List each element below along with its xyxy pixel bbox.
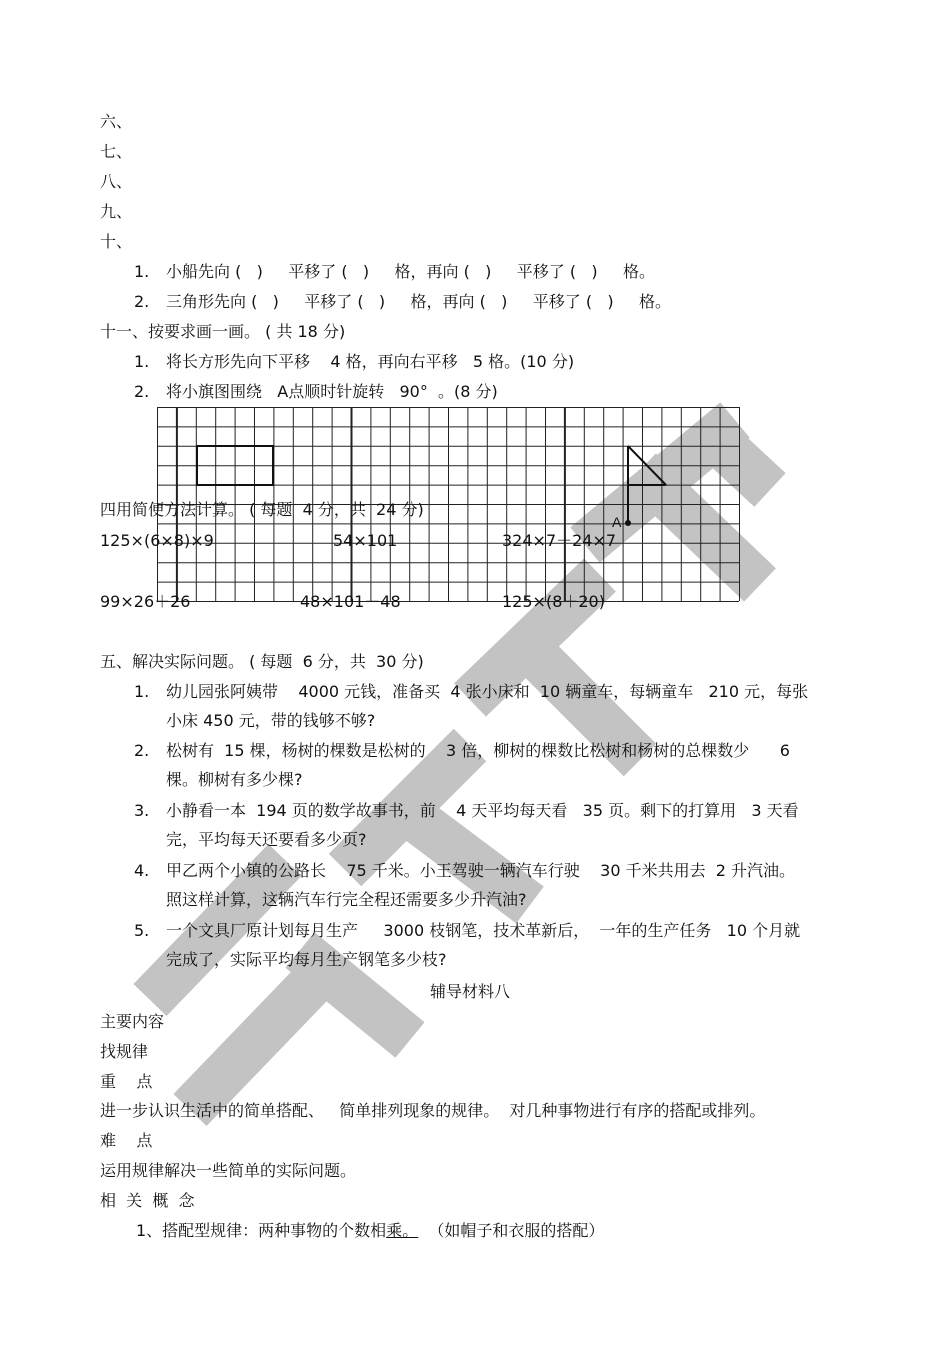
flag-shape — [628, 446, 666, 523]
s10-item-text: 小船先向 ( ) 平移了 ( ) 格，再向 ( ) 平移了 ( ) 格。 — [166, 262, 656, 281]
concept-1 — [136, 1221, 604, 1241]
s10-item-num: 2. — [134, 292, 150, 311]
s4-title: 四用简便方法计算。 ( 每题 4 分，共 24 分) — [100, 500, 424, 519]
concept-1-suffix: （如帽子和衣服的搭配） — [418, 1221, 605, 1240]
section-six: 六、 — [100, 112, 133, 131]
calc-4: 99×26＋26 — [100, 592, 191, 611]
section-ten: 十、 — [100, 232, 133, 251]
s11-item-text: 将长方形先向下平移 4 格，再向右平移 5 格。(10 分) — [166, 352, 575, 371]
calc-6: 125×(8＋20) — [502, 592, 605, 611]
s5-item-line: 棵。柳树有多少棵? — [166, 770, 303, 789]
point-a-label: A — [612, 514, 622, 530]
s11-item-num: 2. — [134, 382, 150, 401]
s5-item-num: 4. — [134, 861, 150, 880]
s5-item-line: 完成了，实际平均每月生产钢笔多少枝? — [166, 950, 447, 969]
s11-item-num: 1. — [134, 352, 150, 371]
s5-item-line: 照这样计算，这辆汽车行完全程还需要多少升汽油? — [166, 890, 527, 909]
concept-1-prefix: 1、搭配型规律：两种事物的个数相 — [136, 1221, 387, 1240]
s5-item-line: 一个文具厂原计划每月生产 3000 枝钢笔，技术革新后， 一年的生产任务 10 个月就 — [166, 921, 801, 940]
s5-item-num: 3. — [134, 801, 150, 820]
material-title: 辅导材料八 — [430, 982, 511, 1001]
concept-1-answer: 乘。 — [386, 1221, 419, 1240]
s5-item-line: 松树有 15 棵，杨树的棵数是松树的 3 倍，柳树的棵数比松树和杨树的总棵数少 6 — [166, 741, 790, 760]
difficult-label: 难 点 — [100, 1131, 153, 1150]
key-text: 进一步认识生活中的简单搭配、 简单排列现象的规律。 对几种事物进行有序的搭配或排列。 — [100, 1101, 766, 1120]
main-content-label: 主要内容 — [100, 1012, 165, 1031]
section-seven: 七、 — [100, 142, 133, 161]
key-label: 重 点 — [100, 1072, 153, 1091]
s5-item-line: 甲乙两个小镇的公路长 75 千米。小王驾驶一辆汽车行驶 30 千米共用去 2 升汽油。 — [166, 861, 796, 880]
calc-3: 324×7－24×7 — [502, 531, 617, 550]
section-nine: 九、 — [100, 202, 133, 221]
s5-title: 五、解决实际问题。 ( 每题 6 分，共 30 分) — [100, 652, 424, 671]
difficult-text: 运用规律解决一些简单的实际问题。 — [100, 1161, 357, 1180]
s5-item-line: 小床 450 元，带的钱够不够? — [166, 711, 376, 730]
calc-2: 54×101 — [333, 531, 398, 550]
main-content: 找规律 — [100, 1042, 149, 1061]
s5-item-num: 1. — [134, 682, 150, 701]
calc-5: 48×101－48 — [300, 592, 401, 611]
point-a — [625, 520, 631, 526]
s5-item-line: 幼儿园张阿姨带 4000 元钱，准备买 4 张小床和 10 辆童车，每辆童车 210 元，每张 — [166, 682, 809, 701]
s5-item-num: 2. — [134, 741, 150, 760]
s10-item-text: 三角形先向 ( ) 平移了 ( ) 格，再向 ( ) 平移了 ( ) 格。 — [166, 292, 672, 311]
s11-item-text: 将小旗图围绕 A点顺时针旋转 90° 。(8 分) — [166, 382, 498, 401]
section-eight: 八、 — [100, 172, 133, 191]
s5-item-line: 完，平均每天还要看多少页? — [166, 830, 367, 849]
s5-item-num: 5. — [134, 921, 150, 940]
calc-1: 125×(6×8)×9 — [100, 531, 214, 550]
s11-title: 十一、按要求画一画。 ( 共 18 分) — [100, 322, 346, 341]
concepts-label: 相 关 概 念 — [100, 1191, 195, 1210]
s10-item-num: 1. — [134, 262, 150, 281]
s5-item-line: 小静看一本 194 页的数学故事书，前 4 天平均每天看 35 页。剩下的打算用 3 天看 — [166, 801, 799, 820]
